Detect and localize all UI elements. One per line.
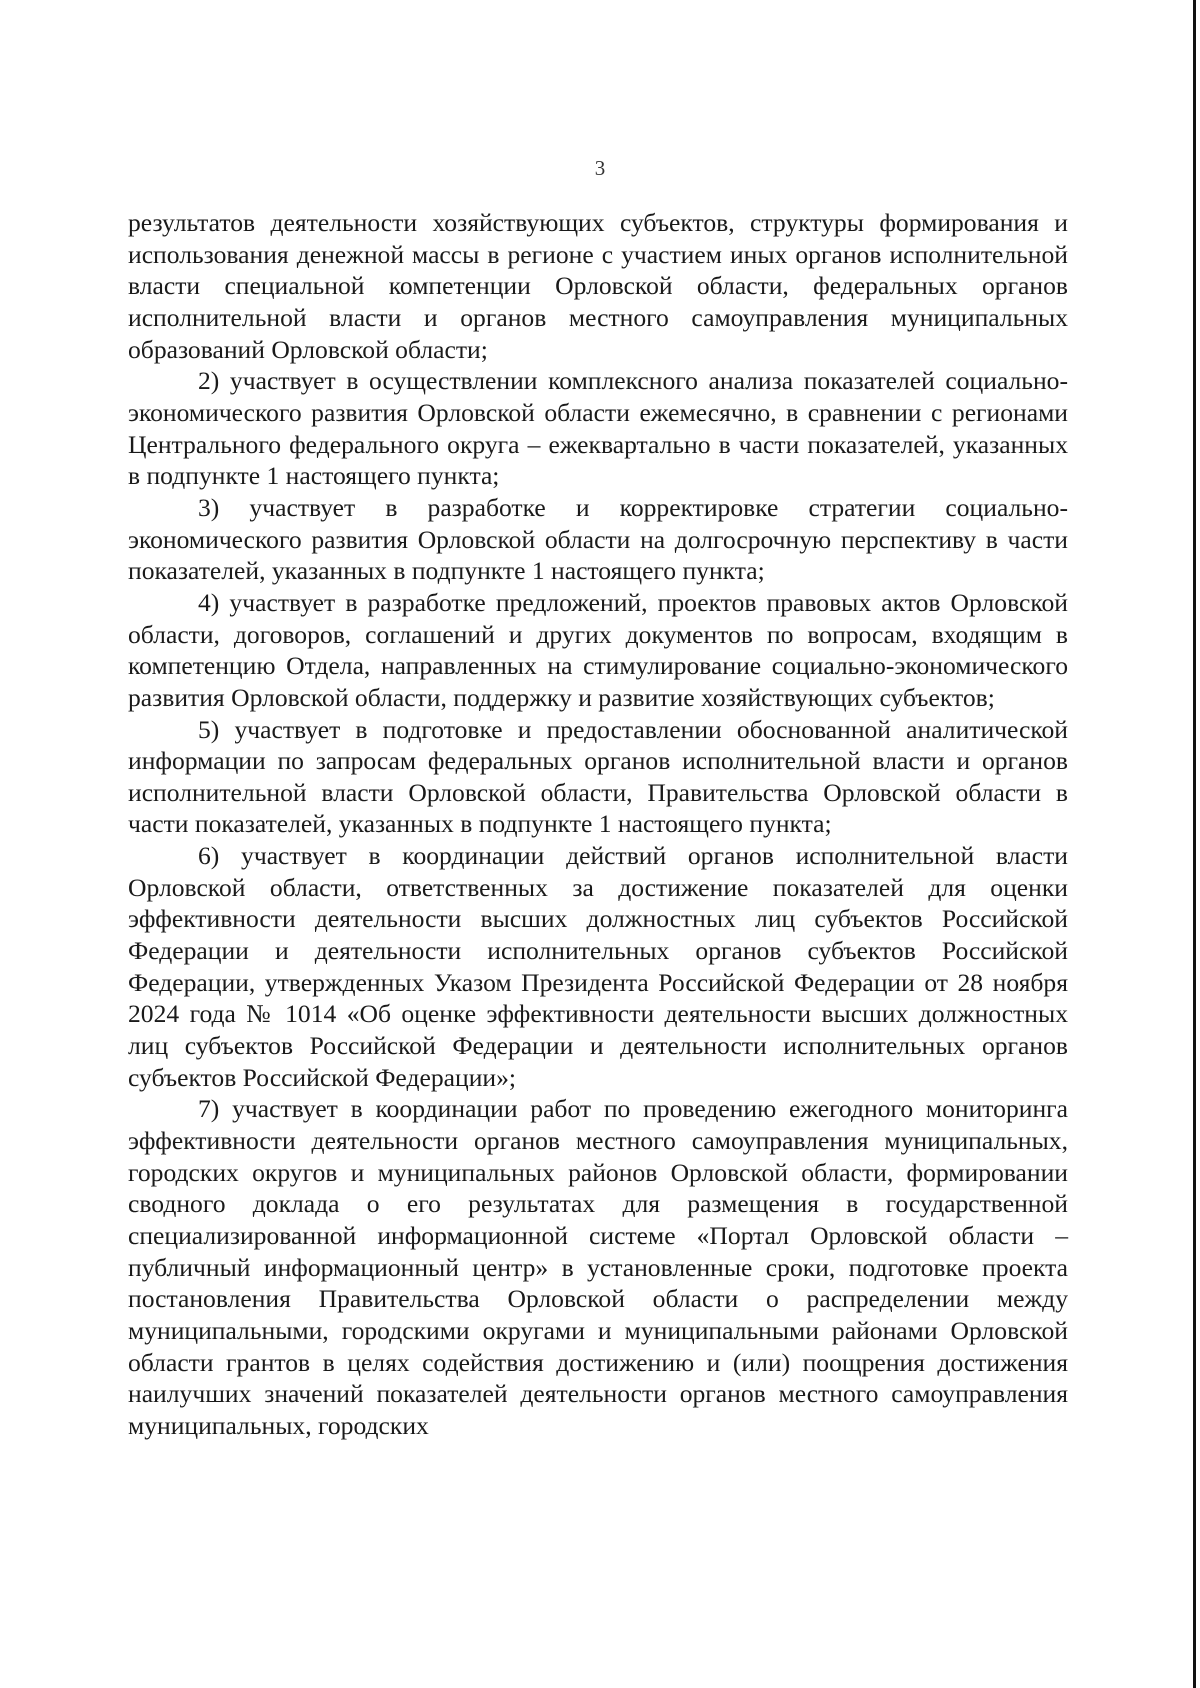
paragraph-item-4: 4) участвует в разработке предложений, проектов правовых актов Орловской области, договоров, соглашений и других документов по вопросам, входящим в компетенцию Отдела, направленных на стимулирование социально-экономического развития Орловской области, поддержку и развитие хозяйствующих субъектов; [128,587,1068,712]
paragraph-continuation: результатов деятельности хозяйствующих субъектов, структуры формирования и использования денежной массы в регионе с участием иных органов исполнительной власти специальной компетенции Орловской области, федеральных органов исполнительной власти и органов местного самоуправления муниципальных образований Орловской области; [128,208,1068,364]
paragraph-item-6: 6) участвует в координации действий органов исполнительной власти Орловской области, ответственных за достижение показателей для оценки эффективности деятельности высших должностных лиц субъектов Российской Федерации и деятельности исполнительных органов субъектов Российской Федерации, утвержденных Указом Президента Российской Федерации от 28 ноября 2024 года № 1014 «Об оценке эффективности деятельности высших должностных лиц субъектов Российской Федерации и деятельности исполнительных органов субъектов Российской Федерации»; [128,841,1068,1092]
paragraph-item-2: 2) участвует в осуществлении комплексного анализа показателей социально-экономического развития Орловской области ежемесячно, в сравнении с регионами Центрального федерального округа – ежеквартально в части показателей, указанных в подпункте 1 настоящего пункта; [128,366,1068,491]
paragraph-item-3: 3) участвует в разработке и корректировке стратегии социально-экономического развития Орловской области на долгосрочную перспективу в части показателей, указанных в подпункте 1 настоящего пункта; [128,492,1068,586]
paragraph-item-7: 7) участвует в координации работ по проведению ежегодного мониторинга эффективности деятельности органов местного самоуправления муниципальных, городских округов и муниципальных районов Орловской области, формировании сводного доклада о его результатах для размещения в государственной специализированной информационной системе «Портал Орловской области – публичный информационный центр» в установленные сроки, подготовке проекта постановления Правительства Орловской области о распределении между муниципальными, городскими округами и муниципальными районами Орловской области грантов в целях содействия достижению и (или) поощрения достижения наилучших значений показателей деятельности органов местного самоуправления муниципальных, городских [128,1094,1068,1440]
paragraph-item-5: 5) участвует в подготовке и предоставлении обоснованной аналитической информации по запросам федеральных органов исполнительной власти и органов исполнительной власти Орловской области, Правительства Орловской области в части показателей, указанных в подпункте 1 настоящего пункта; [128,714,1068,839]
scan-edge-line [1193,0,1196,1688]
page-number: 3 [594,156,606,180]
document-body [128,207,1068,1442]
